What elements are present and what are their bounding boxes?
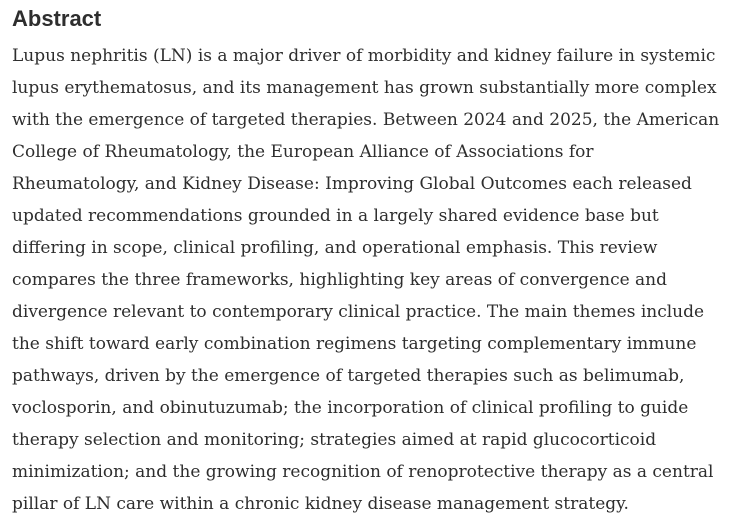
abstract-heading: Abstract <box>12 6 102 31</box>
abstract-line: lupus erythematosus, and its management has grown substantially more complex <box>12 78 717 98</box>
abstract-line: compares the three frameworks, highlighting key areas of convergence and <box>12 270 668 290</box>
abstract-line: Lupus nephritis (LN) is a major driver of morbidity and kidney failure in systemic <box>12 46 716 66</box>
abstract-line: pathways, driven by the emergence of targeted therapies such as belimumab, <box>12 366 685 386</box>
abstract-line: differing in scope, clinical profiling, and operational emphasis. This review <box>12 238 658 258</box>
abstract-line: Rheumatology, and Kidney Disease: Improving Global Outcomes each released <box>12 174 692 194</box>
abstract-line: therapy selection and monitoring; strategies aimed at rapid glucocorticoid <box>12 430 657 450</box>
abstract-body <box>12 40 752 520</box>
abstract-line: minimization; and the growing recognition of renoprotective therapy as a central <box>12 462 714 482</box>
abstract-line: pillar of LN care within a chronic kidney disease management strategy. <box>12 494 629 514</box>
abstract-section <box>12 4 752 520</box>
abstract-line: voclosporin, and obinutuzumab; the incorporation of clinical profiling to guide <box>12 398 689 418</box>
abstract-line: divergence relevant to contemporary clinical practice. The main themes include <box>12 302 705 322</box>
abstract-line: College of Rheumatology, the European Alliance of Associations for <box>12 142 594 162</box>
abstract-line: updated recommendations grounded in a largely shared evidence base but <box>12 206 659 226</box>
abstract-line: with the emergence of targeted therapies. Between 2024 and 2025, the American <box>12 110 720 130</box>
abstract-line: the shift toward early combination regimens targeting complementary immune <box>12 334 697 354</box>
